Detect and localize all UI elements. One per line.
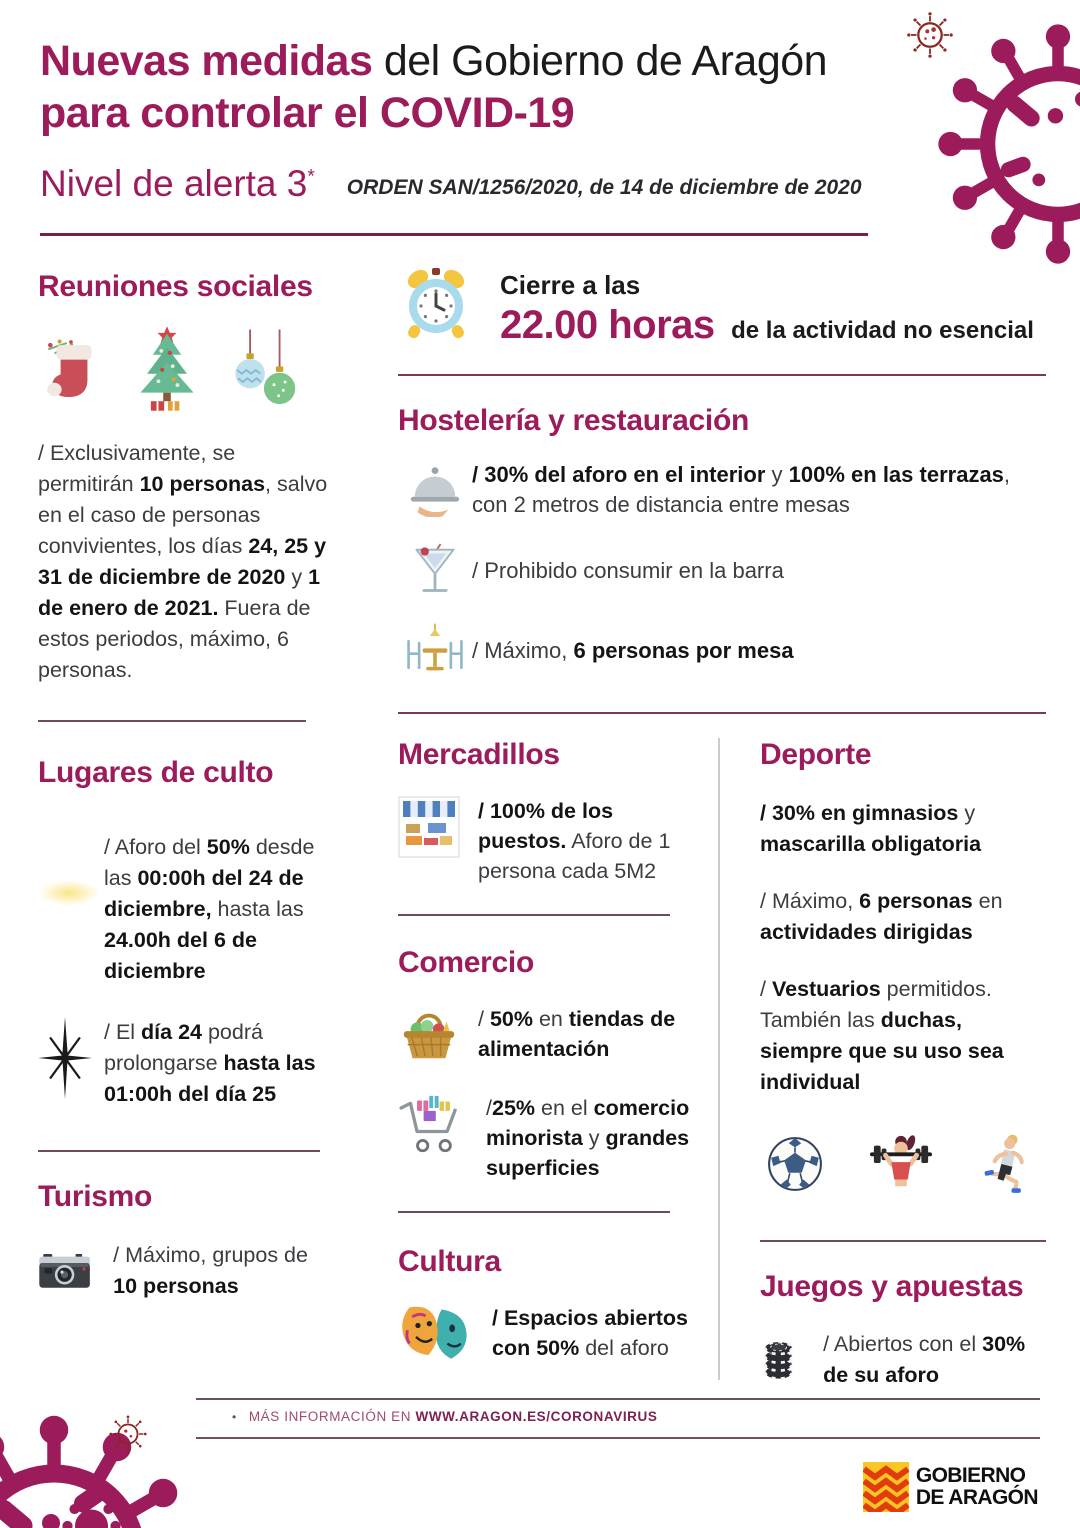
section-lugares-de-culto xyxy=(38,756,330,1110)
section-title: Juegos y apuestas xyxy=(760,1270,1024,1304)
list-item xyxy=(398,1303,704,1372)
section-comercio xyxy=(398,946,704,1183)
section-title: Turismo xyxy=(38,1180,153,1214)
footer-divider-top xyxy=(196,1398,1040,1400)
comercio-alimentacion-text: / 50% en tiendas de alimentación xyxy=(478,1007,676,1062)
header-divider xyxy=(40,233,868,236)
alarm-clock-icon xyxy=(398,266,474,342)
list-item xyxy=(398,1004,704,1069)
closing-time-banner xyxy=(398,266,1046,348)
header xyxy=(0,0,1080,236)
section-title: Comercio xyxy=(398,946,534,980)
logo-text xyxy=(916,1465,1038,1509)
runner-icon xyxy=(978,1132,1032,1196)
deporte-divider xyxy=(760,1240,1046,1242)
theater-masks-icon xyxy=(398,1303,474,1367)
section-title: Mercadillos xyxy=(398,738,560,772)
list-item xyxy=(398,460,1046,520)
footer-info xyxy=(232,1409,657,1424)
footer-divider-bottom xyxy=(196,1437,1040,1439)
section-title: Hostelería y restauración xyxy=(398,404,749,438)
list-item xyxy=(398,542,1046,600)
sports-icons-row xyxy=(760,1132,1046,1196)
section-cultura xyxy=(398,1245,704,1372)
mid-divider-1 xyxy=(398,374,1046,376)
soccer-ball-icon xyxy=(766,1135,824,1193)
grocery-basket-icon xyxy=(398,1004,460,1064)
gobierno-de-aragon-logo xyxy=(863,1462,1038,1512)
serving-cloche-icon xyxy=(406,463,464,517)
footer-url[interactable]: WWW.ARAGON.ES/CORONAVIRUS xyxy=(415,1409,658,1424)
christmas-icons-row xyxy=(40,324,330,412)
deporte-gimnasios-text: / 30% en gimnasios y mascarilla obligatoria xyxy=(760,801,982,857)
list-item xyxy=(38,832,330,987)
closing-intro: Cierre a las xyxy=(500,270,641,301)
section-title: Cultura xyxy=(398,1245,501,1279)
juegos-text: / Abiertos con el 30% de su aforo xyxy=(823,1332,1026,1388)
bullet-icon: • xyxy=(232,1410,237,1424)
culto-aforo-text: / Aforo del 50% desde las 00:00h del 24 de diciembre, hasta las 24.00h del 6 de diciembre xyxy=(104,835,315,984)
deporte-column xyxy=(720,738,1046,1392)
mid-column-divider-2 xyxy=(398,1211,670,1213)
list-item xyxy=(398,1093,704,1183)
main-content xyxy=(0,236,1080,1392)
candle-glow-icon xyxy=(38,880,100,906)
poker-chips-icon xyxy=(760,1328,797,1392)
section-mercadillos xyxy=(398,738,704,886)
logo-line-2: DE ARAGÓN xyxy=(915,1486,1038,1509)
stocking-icon xyxy=(40,336,106,412)
christmas-tree-icon xyxy=(130,324,204,412)
closing-scope: de la actividad no esencial xyxy=(731,317,1034,345)
section-title: Reuniones sociales xyxy=(38,270,313,304)
market-stall-icon xyxy=(398,796,460,858)
hosteleria-aforo-text: / 30% del aforo en el interior y 100% en las terrazas, con 2 metros de distancia entre mesas xyxy=(472,462,1011,518)
mercadillos-text: / 100% de los puestos. Aforo de 1 persona cada 5M2 xyxy=(478,799,671,884)
alert-asterisk: * xyxy=(307,166,315,188)
order-reference: ORDEN SAN/1256/2020, de 14 de diciembre de 2020 xyxy=(346,176,862,200)
section-title: Lugares de culto xyxy=(38,756,274,790)
section-turismo xyxy=(38,1180,330,1302)
right-column xyxy=(354,236,1080,1392)
coronavirus-small-icon-bottom xyxy=(106,1412,150,1456)
deporte-actividades-text: / Máximo, 6 personas en actividades dirigidas xyxy=(760,889,1003,945)
cultura-text: / Espacios abiertos con 50% del aforo xyxy=(492,1306,688,1361)
page-title: Nuevas medidas del Gobierno de Aragón para controlar el COVID-19 xyxy=(40,37,828,137)
left-divider-2 xyxy=(38,1150,320,1152)
culto-nochebuena-text: / El día 24 podrá prolongarse hasta las 01:00h del día 25 xyxy=(104,1020,316,1107)
cocktail-icon xyxy=(409,542,461,600)
shopping-cart-icon xyxy=(398,1093,468,1155)
section-deporte xyxy=(760,738,1046,1196)
closing-time: 22.00 horas xyxy=(500,303,715,348)
footer-info-prefix: MÁS INFORMACIÓN EN xyxy=(248,1409,416,1424)
aragon-flag-icon xyxy=(863,1462,909,1512)
table-chairs-icon xyxy=(398,622,472,680)
left-divider-1 xyxy=(38,720,306,722)
lower-columns xyxy=(398,738,1046,1392)
alert-level: Nivel de alerta 3* xyxy=(40,163,315,205)
mid-column-divider-1 xyxy=(398,914,670,916)
section-title: Deporte xyxy=(760,738,872,772)
section-reuniones-sociales xyxy=(38,270,330,686)
coronavirus-illustration-bottom-left xyxy=(0,1406,204,1528)
turismo-text: / Máximo, grupos de 10 personas xyxy=(113,1243,308,1299)
hosteleria-mesa-text: / Máximo, 6 personas por mesa xyxy=(472,638,794,664)
list-item xyxy=(398,622,1046,680)
left-column xyxy=(0,236,354,1392)
weightlifter-icon xyxy=(868,1133,934,1195)
list-item xyxy=(398,796,704,886)
list-item xyxy=(38,1240,330,1302)
section-juegos-apuestas xyxy=(760,1270,1046,1392)
list-item xyxy=(38,1017,330,1110)
comercio-minorista-text: /25% en el comercio minorista y grandes superficies xyxy=(486,1096,690,1181)
reuniones-text: / Exclusivamente, se permitirán 10 personas, salvo en el caso de personas convivientes, los días 24, 25 y 31 de diciembre de 2020 y 1 de enero de 2021. Fuera de estos periodos, máximo, 6 personas. xyxy=(38,441,328,683)
logo-line-1: GOBIERNO xyxy=(915,1464,1026,1488)
middle-column xyxy=(398,738,704,1392)
section-hosteleria xyxy=(398,404,1046,680)
star-icon xyxy=(38,1017,92,1099)
camera-icon xyxy=(38,1243,91,1300)
deporte-vestuarios-text: / Vestuarios permitidos. También las duchas, siempre que su uso sea individual xyxy=(760,977,1004,1095)
hosteleria-barra-text: / Prohibido consumir en la barra xyxy=(472,558,784,584)
mid-divider-2 xyxy=(398,712,1046,714)
baubles-icon xyxy=(228,328,298,412)
list-item xyxy=(760,1328,1046,1392)
